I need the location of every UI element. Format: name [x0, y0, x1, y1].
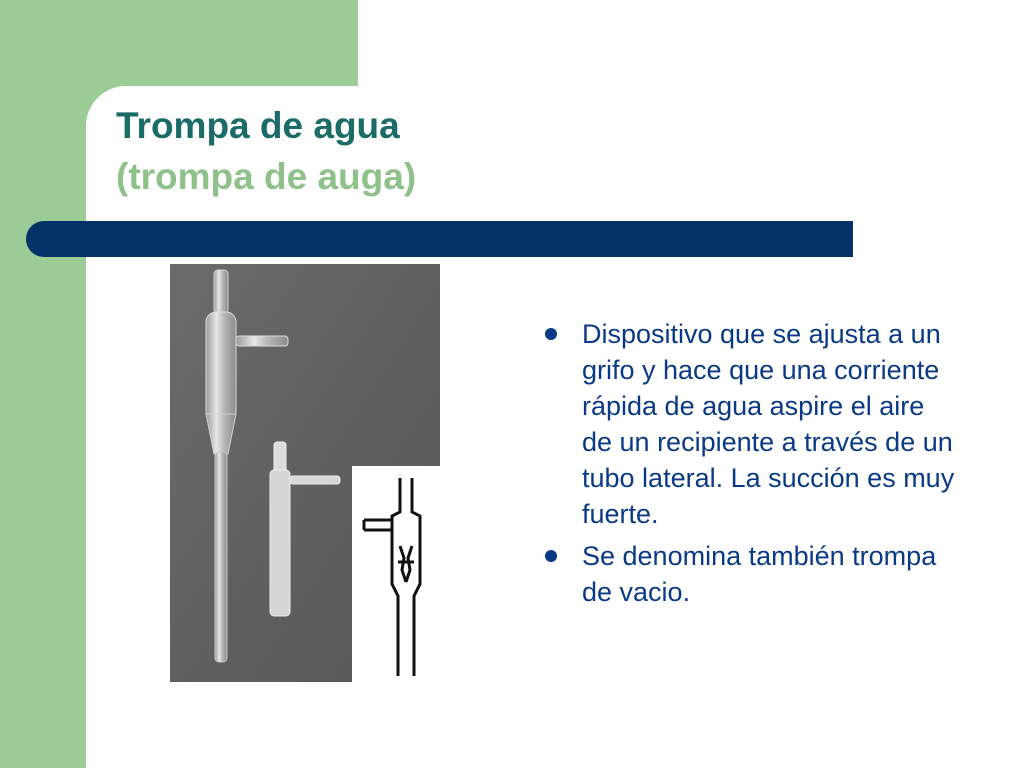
bullet-text: Dispositivo que se ajusta a un grifo y hace que una corriente rápida de agua aspire el aire de un recipiente a través de un tubo lateral. La succión es muy fuerte. [582, 319, 955, 529]
slide-title: Trompa de agua [116, 105, 400, 146]
slide-subtitle: (trompa de auga) [116, 156, 417, 197]
bullet-item [540, 538, 960, 610]
bullet-list [540, 316, 960, 616]
title-rule [26, 221, 853, 257]
bullet-item [540, 316, 960, 532]
bullet-dot-icon [545, 328, 557, 340]
diagram-water-aspirator [352, 466, 440, 682]
bullet-dot-icon [545, 550, 557, 562]
bullet-text: Se denomina también trompa de vacio. [582, 541, 937, 607]
